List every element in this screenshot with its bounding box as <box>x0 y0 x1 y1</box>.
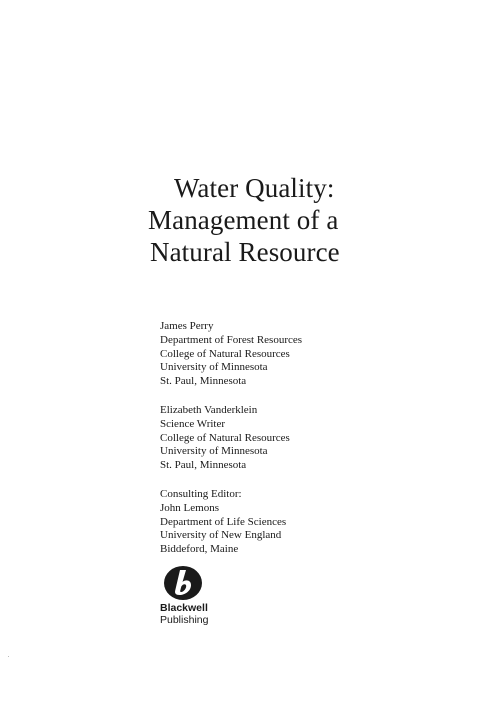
editor-affiliation-line: Biddeford, Maine <box>160 543 239 556</box>
editor-affiliation-line: Department of Life Sciences <box>160 515 287 528</box>
author-block-vanderklein <box>160 404 290 473</box>
title-line-3: Natural Resource <box>150 237 340 267</box>
publisher-name: Blackwell <box>160 602 208 614</box>
page-speck <box>8 656 9 657</box>
editor-affiliation-line: University of New England <box>160 529 282 542</box>
author-affiliation-line: University of Minnesota <box>160 445 268 458</box>
author-affiliation-line: University of Minnesota <box>160 361 268 374</box>
consulting-editor-heading: Consulting Editor: <box>160 488 242 500</box>
title-line-2: Management of a <box>148 205 339 235</box>
author-affiliation-line: College of Natural Resources <box>160 347 290 360</box>
author-affiliation-line: St. Paul, Minnesota <box>160 459 247 472</box>
author-affiliation-line: Science Writer <box>160 417 226 430</box>
publisher-subtitle: Publishing <box>160 614 209 626</box>
author-affiliation-line: St. Paul, Minnesota <box>160 375 247 388</box>
title-line-1: Water Quality: <box>174 173 335 203</box>
author-block-perry <box>160 320 302 389</box>
author-name: James Perry <box>160 320 214 332</box>
author-affiliation-line: Department of Forest Resources <box>160 333 303 346</box>
consulting-editor-block <box>160 488 286 557</box>
author-name: Elizabeth Vanderklein <box>160 404 258 416</box>
author-affiliation-line: College of Natural Resources <box>160 431 290 444</box>
blackwell-b-logo-icon <box>163 565 203 601</box>
editor-name: John Lemons <box>160 501 219 514</box>
book-title <box>148 172 340 268</box>
publisher-logo-text <box>160 602 208 626</box>
